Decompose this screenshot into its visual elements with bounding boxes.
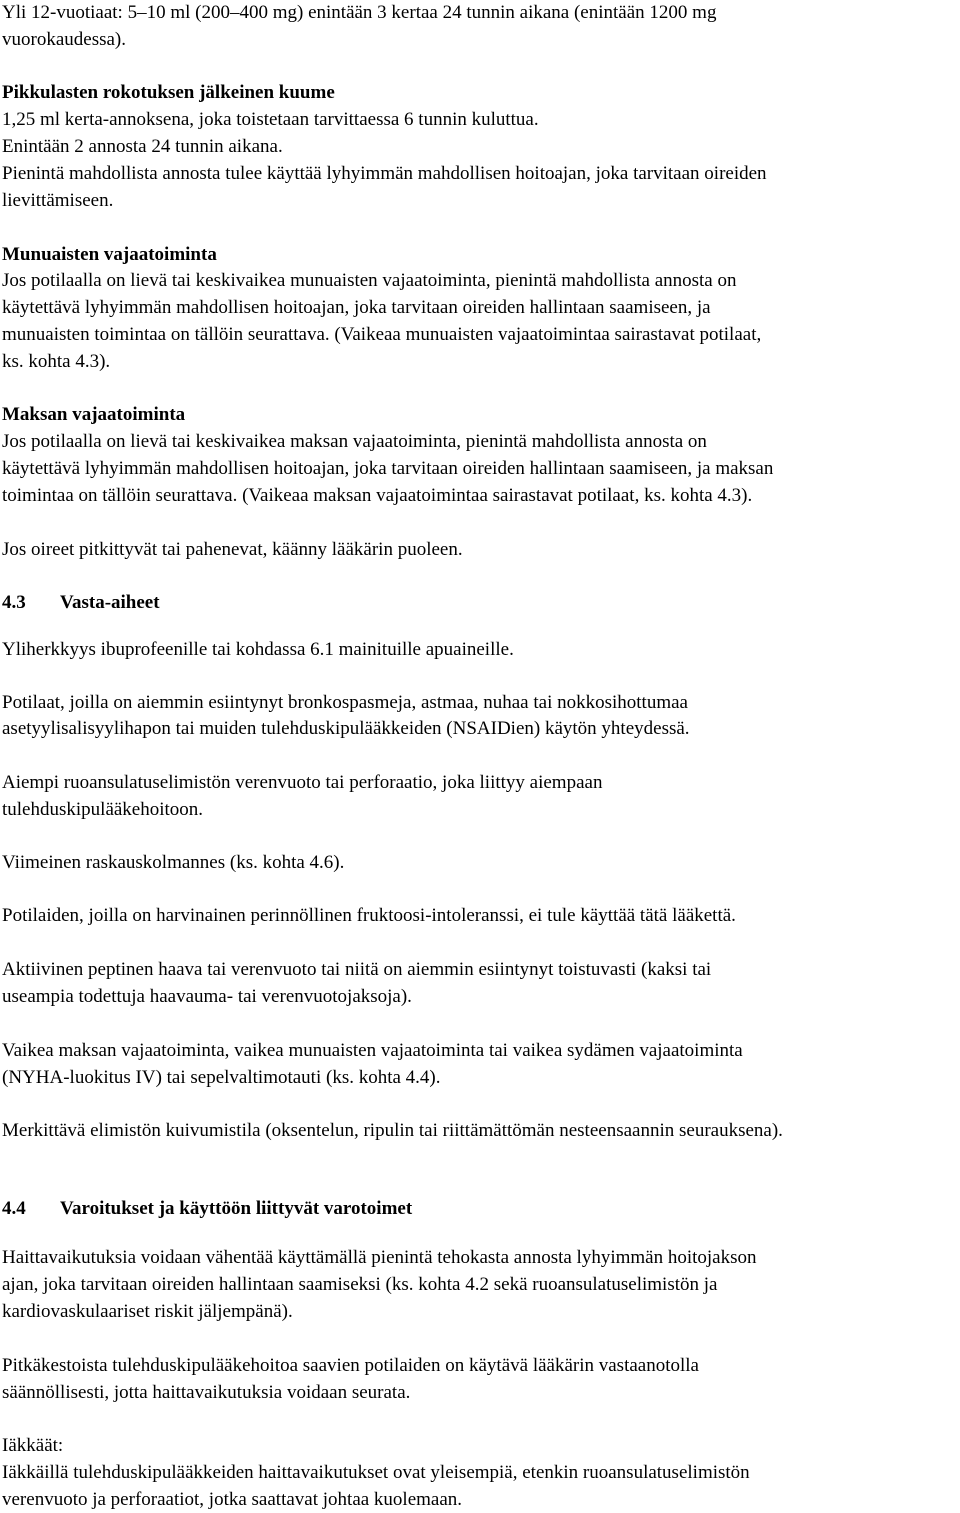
- kidney-line-2: käytettävä lyhyimmän mahdollisen hoitoajan, joka tarvitaan oireiden hallintaan saamiseen, ja: [2, 297, 711, 318]
- kidney-heading: Munuaisten vajaatoiminta: [2, 244, 217, 265]
- section-4-3-heading: [2, 590, 160, 616]
- fever-line-2: Enintään 2 annosta 24 tunnin aikana.: [2, 136, 283, 157]
- liver-line-1: Jos potilaalla on lievä tai keskivaikea maksan vajaatoiminta, pienintä mahdollista annosta on: [2, 431, 707, 452]
- contraindication-6-line-2: useampia todettuja haavauma- tai verenvuotojaksoja).: [2, 986, 412, 1007]
- contraindication-3-line-1: Aiempi ruoansulatuselimistön verenvuoto tai perforaatio, joka liittyy aiempaan: [2, 772, 603, 793]
- fever-line-4: lievittämiseen.: [2, 190, 114, 211]
- liver-line-2: käytettävä lyhyimmän mahdollisen hoitoajan, joka tarvitaan oireiden hallintaan saamiseen, ja maksan: [2, 458, 774, 479]
- elderly-line-1: Iäkkäillä tulehduskipulääkkeiden haittavaikutukset ovat yleisempiä, etenkin ruoansulatuselimistön: [2, 1462, 750, 1483]
- liver-heading: Maksan vajaatoiminta: [2, 404, 186, 425]
- contraindication-8: Merkittävä elimistön kuivumistila (oksentelun, ripulin tai riittämättömän nesteensaannin seurauksena).: [2, 1120, 783, 1141]
- contraindication-6-line-1: Aktiivinen peptinen haava tai verenvuoto tai niitä on aiemmin esiintynyt toistuvasti (kaksi tai: [2, 959, 712, 980]
- elderly-line-2: verenvuoto ja perforaatiot, jotka saattavat johtaa kuolemaan.: [2, 1489, 463, 1510]
- warnings-1-line-1: Haittavaikutuksia voidaan vähentää käyttämällä pienintä tehokasta annosta lyhyimmän hoitojakson: [2, 1247, 757, 1268]
- contraindication-4: Viimeinen raskauskolmannes (ks. kohta 4.6).: [2, 852, 345, 873]
- contraindication-1: Yliherkkyys ibuprofeenille tai kohdassa 6.1 mainituille apuaineille.: [2, 639, 514, 660]
- warnings-1-line-2: ajan, joka tarvitaan oireiden hallintaan saamiseksi (ks. kohta 4.2 sekä ruoansulatuselimistön ja: [2, 1274, 718, 1295]
- section-4-3-title: Vasta-aiheet: [60, 592, 160, 613]
- kidney-line-3: munuaisten toimintaa on tällöin seurattava. (Vaikeaa munuaisten vajaatoimintaa sairastavat potilaat,: [2, 324, 762, 345]
- contraindication-2-line-2: asetyylisalisyylihapon tai muiden tulehduskipulääkkeiden (NSAIDien) käytön yhteydessä.: [2, 718, 690, 739]
- intro-line-1: Yli 12-vuotiaat: 5–10 ml (200–400 mg) enintään 3 kertaa 24 tunnin aikana (enintään 1200 mg: [2, 2, 717, 23]
- warnings-2-line-2: säännöllisesti, jotta haittavaikutuksia voidaan seurata.: [2, 1382, 411, 1403]
- contraindication-5: Potilaiden, joilla on harvinainen perinnöllinen fruktoosi-intoleranssi, ei tule käyttää tätä lääkettä.: [2, 905, 736, 926]
- elderly-heading: Iäkkäät:: [2, 1435, 64, 1456]
- fever-heading: Pikkulasten rokotuksen jälkeinen kuume: [2, 82, 335, 103]
- section-4-4-heading: [2, 1196, 412, 1222]
- contraindication-7-line-2: (NYHA-luokitus IV) tai sepelvaltimotauti (ks. kohta 4.4).: [2, 1067, 441, 1088]
- section-4-4-number: 4.4: [2, 1198, 26, 1219]
- warnings-2-line-1: Pitkäkestoista tulehduskipulääkehoitoa saavien potilaiden on käytävä lääkärin vastaanotolla: [2, 1355, 699, 1376]
- contraindication-3-line-2: tulehduskipulääkehoitoon.: [2, 799, 204, 820]
- warnings-1-line-3: kardiovaskulaariset riskit jäljempänä).: [2, 1301, 293, 1322]
- contraindication-2-line-1: Potilaat, joilla on aiemmin esiintynyt bronkospasmeja, astmaa, nuhaa tai nokkosihottumaa: [2, 692, 688, 713]
- contraindication-7-line-1: Vaikea maksan vajaatoiminta, vaikea munuaisten vajaatoiminta tai vaikea sydämen vajaatoiminta: [2, 1040, 743, 1061]
- section-4-4-title: Varoitukset ja käyttöön liittyvät varotoimet: [60, 1198, 413, 1219]
- kidney-line-1: Jos potilaalla on lievä tai keskivaikea munuaisten vajaatoiminta, pienintä mahdollista annosta on: [2, 270, 737, 291]
- intro-line-2: vuorokaudessa).: [2, 29, 126, 50]
- doctor-note: Jos oireet pitkittyvät tai pahenevat, käänny lääkärin puoleen.: [2, 539, 463, 560]
- kidney-line-4: ks. kohta 4.3).: [2, 351, 111, 372]
- fever-line-3: Pienintä mahdollista annosta tulee käyttää lyhyimmän mahdollisen hoitoajan, joka tarvitaan oireiden: [2, 163, 767, 184]
- section-4-3-number: 4.3: [2, 592, 26, 613]
- fever-line-1: 1,25 ml kerta-annoksena, joka toistetaan tarvittaessa 6 tunnin kuluttua.: [2, 109, 539, 130]
- liver-line-3: toimintaa on tällöin seurattava. (Vaikeaa maksan vajaatoimintaa sairastavat potilaat, ks. kohta 4.3).: [2, 485, 753, 506]
